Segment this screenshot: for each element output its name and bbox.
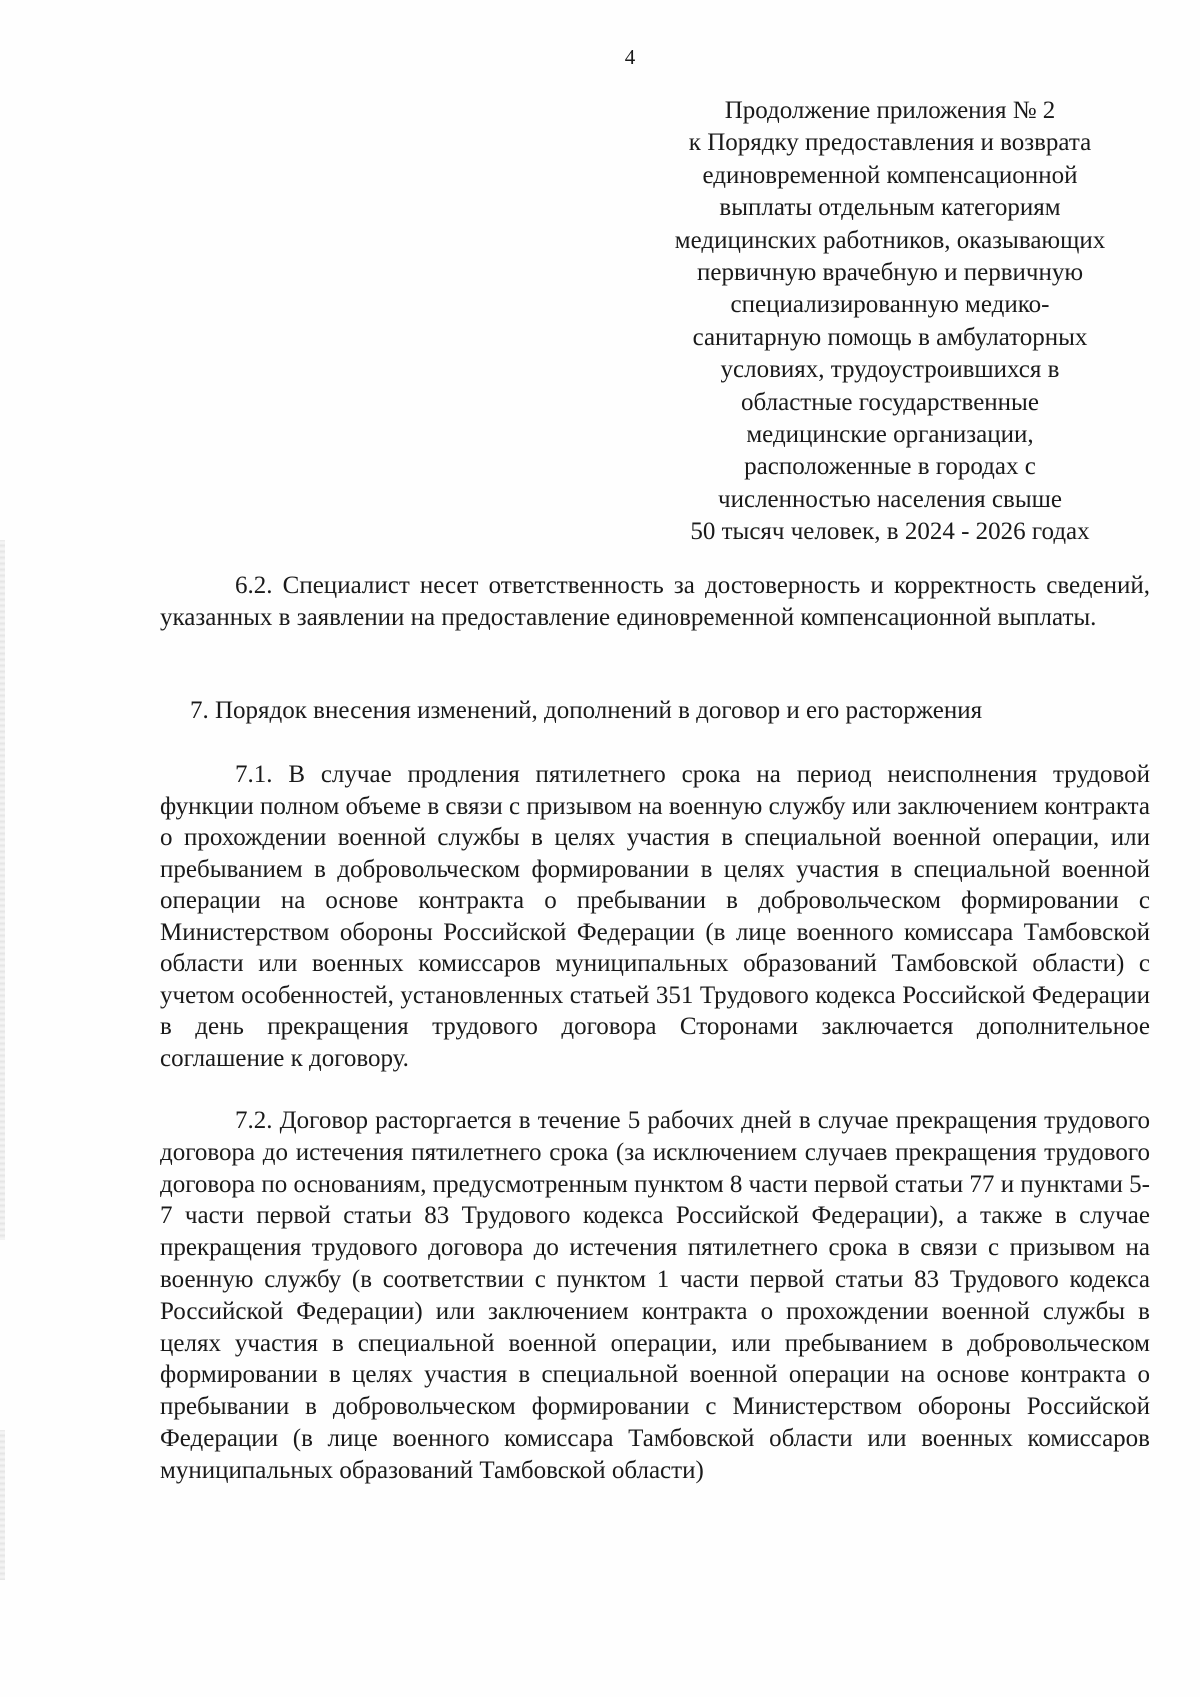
appendix-line: областные государственные (741, 388, 1039, 416)
appendix-line: Продолжение приложения № 2 (724, 97, 1056, 124)
appendix-line: к Порядку предоставления и возврата (688, 129, 1092, 157)
appendix-line: первичную врачебную и первичную (696, 259, 1084, 287)
appendix-header (620, 95, 1160, 549)
appendix-line: медицинских работников, оказывающих (674, 226, 1106, 254)
appendix-line: выплаты отдельным категориям (719, 194, 1061, 222)
appendix-line: расположенные в городах с (744, 453, 1036, 481)
paragraph-7-2: 7.2. Договор расторгается в течение 5 рабочих дней в случае прекращения трудового договора до истечения пятилетнего срока (за исключением случаев прекращения трудового договора по основаниям, предусмотренным пунктом 8 части первой статьи 77 и пунктами 5-7 части первой статьи 83 Трудового кодекса Российской Федерации), а также в случае прекращения трудового договора до истечения пятилетнего срока в связи с призывом на военную службу (в соответствии с пунктом 1 части первой статьи 83 Трудового кодекса Российской Федерации) или заключением контракта о прохождении военной службы в целях участия в специальной военной операции, или пребыванием в добровольческом формировании в целях участия в специальной военной операции на основе контракта о пребывании в добровольческом формировании с Министерством обороны Российской Федерации (в лице военного комиссара Тамбовской области или военных комиссаров муниципальных образований Тамбовской области) (160, 1107, 1150, 1484)
appendix-line: медицинские организации, (746, 421, 1034, 449)
section-7-heading: 7. Порядок внесения изменений, дополнений в договор и его расторжения (190, 697, 983, 724)
appendix-line: санитарную помощь в амбулаторных (692, 323, 1088, 351)
appendix-line: единовременной компенсационной (702, 161, 1078, 189)
scan-edge-artifact (0, 540, 5, 1240)
page-number: 4 (624, 45, 636, 69)
appendix-line: 50 тысяч человек, в 2024 - 2026 годах (690, 518, 1090, 546)
appendix-line: численностью населения свыше (718, 485, 1062, 513)
appendix-line: условиях, трудоустроившихся в (720, 356, 1060, 384)
paragraph-6-2: 6.2. Специалист несет ответственность за достоверность и корректность сведений, указанных в заявлении на предоставление единовременной компенсационной выплаты. (160, 572, 1150, 631)
scan-edge-artifact-lower (0, 1430, 5, 1580)
paragraph-7-1: 7.1. В случае продления пятилетнего срока на период неисполнения трудовой функции полном объеме в связи с призывом на военную службу или заключением контракта о прохождении военной службы в целях участия в специальной военной операции, или пребыванием в добровольческом формировании в целях участия в специальной военной операции на основе контракта о пребывании в добровольческом формировании с Министерством обороны Российской Федерации (в лице военного комиссара Тамбовской области или военных комиссаров муниципальных образований Тамбовской области) с учетом особенностей, установленных статьей 351 Трудового кодекса Российской Федерации в день прекращения трудового договора Сторонами заключается дополнительное соглашение к договору. (160, 761, 1150, 1072)
appendix-line: специализированную медико- (730, 291, 1050, 319)
